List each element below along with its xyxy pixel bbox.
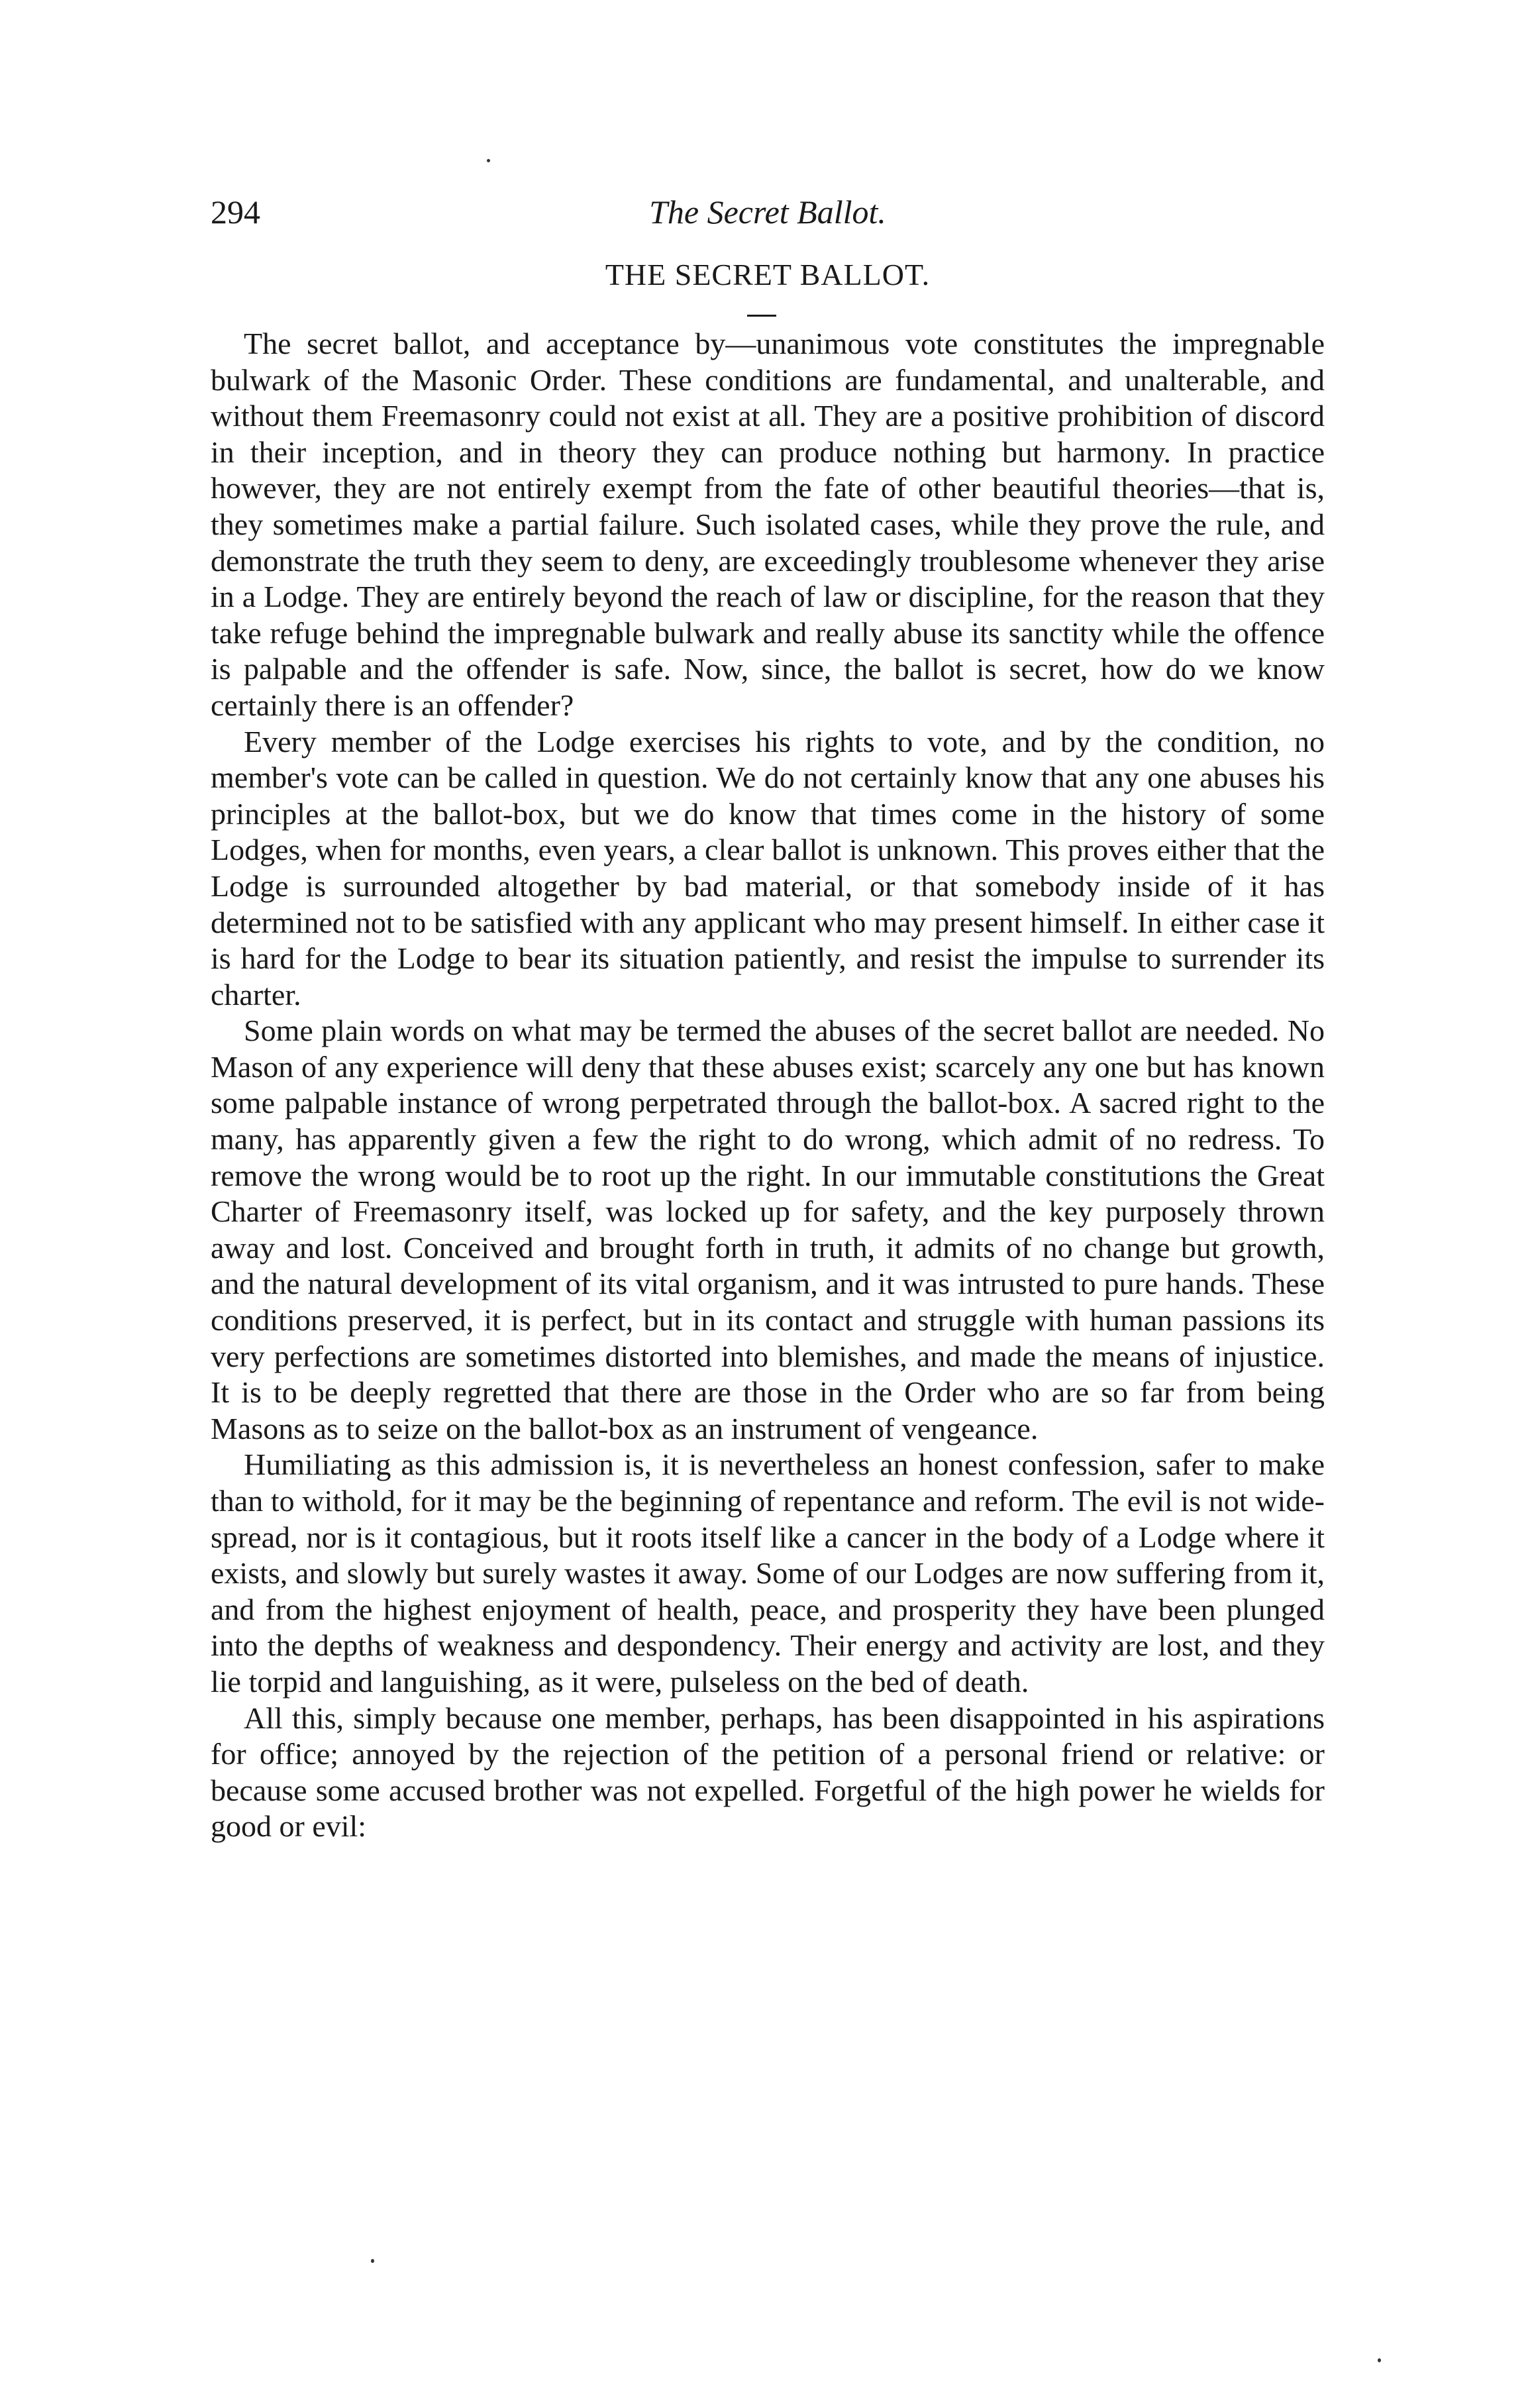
- running-head: [211, 189, 1325, 235]
- paragraph-1: The secret ballot, and acceptance by—unanimous vote constitutes the impregnable bulwark of the Masonic Order. These conditions are fundamental, and unalterable, and without them Freemasonry could not exist at all. They are a positive prohibition of discord in their inception, and in theory they can produce nothing but harmony. In practice however, they are not entirely exempt from the fate of other beautiful theories—that is, they sometimes make a partial failure. Such isolated cases, while they prove the rule, and demonstrate the truth they seem to deny, are exceedingly troublesome whenever they arise in a Lodge. They are entirely beyond the reach of law or discipline, for the reason that they take refuge behind the impregnable bulwark and really abuse its sanctity while the offence is palpable and the offender is safe. Now, since, the ballot is secret, how do we know certainly there is an offender?: [211, 327, 1325, 722]
- ink-speck: [1378, 2358, 1381, 2362]
- article-body: [211, 326, 1325, 1845]
- paragraph-5: All this, simply because one member, perhaps, has been disappointed in his aspirations for office; annoyed by the rejection of the petition of a personal friend or relative: or because some accused brother was not expelled. Forgetful of the high power he wields for good or evil:: [211, 1701, 1325, 1844]
- paragraph-4: Humiliating as this admission is, it is nevertheless an honest confession, safer to make than to withold, for it may be the beginning of repentance and reform. The evil is not wide-spread, nor is it contagious, but it roots itself like a cancer in the body of a Lodge where it exists, and slowly but surely wastes it away. Some of our Lodges are now suffering from it, and from the highest enjoyment of health, peace, and prosperity they have been plunged into the depths of weakness and despondency. Their energy and activity are lost, and they lie torpid and languishing, as it were, pulseless on the bed of death.: [211, 1447, 1325, 1699]
- paragraph-3: Some plain words on what may be termed the abuses of the secret ballot are needed. No Mason of any experience will deny that these abuses exist; scarcely any one but has known some palpable instance of wrong perpetrated through the ballot-box. A sacred right to the many, has apparently given a few the right to do wrong, which admit of no redress. To remove the wrong would be to root up the right. In our immutable constitutions the Great Charter of Freemasonry itself, was locked up for safety, and the key purposely thrown away and lost. Conceived and brought forth in truth, it admits of no change but growth, and the natural development of its vital organism, and it was intrusted to pure hands. These conditions preserved, it is perfect, but in its contact and struggle with human passions its very perfections are sometimes distorted into blemishes, and made the means of injustice. It is to be deeply regretted that there are those in the Order who are so far from being Masons as to seize on the ballot-box as an instrument of vengeance.: [211, 1014, 1325, 1445]
- article-title: THE SECRET BALLOT.: [605, 258, 931, 291]
- paragraph-2: Every member of the Lodge exercises his rights to vote, and by the condition, no member's vote can be called in question. We do not certainly know that any one abuses his principles at the ballot-box, but we do know that times come in the history of some Lodges, when for months, even years, a clear ballot is unknown. This proves either that the Lodge is surrounded altogether by bad material, or that somebody inside of it has determined not to be satisfied with any applicant who may present himself. In either case it is hard for the Lodge to bear its situation patiently, and resist the impulse to surrender its charter.: [211, 724, 1325, 1012]
- ink-speck: [487, 159, 490, 162]
- ink-speck: [371, 2259, 374, 2263]
- running-title: The Secret Ballot.: [649, 193, 886, 231]
- page-number: 294: [211, 193, 260, 231]
- title-rule: [747, 315, 776, 317]
